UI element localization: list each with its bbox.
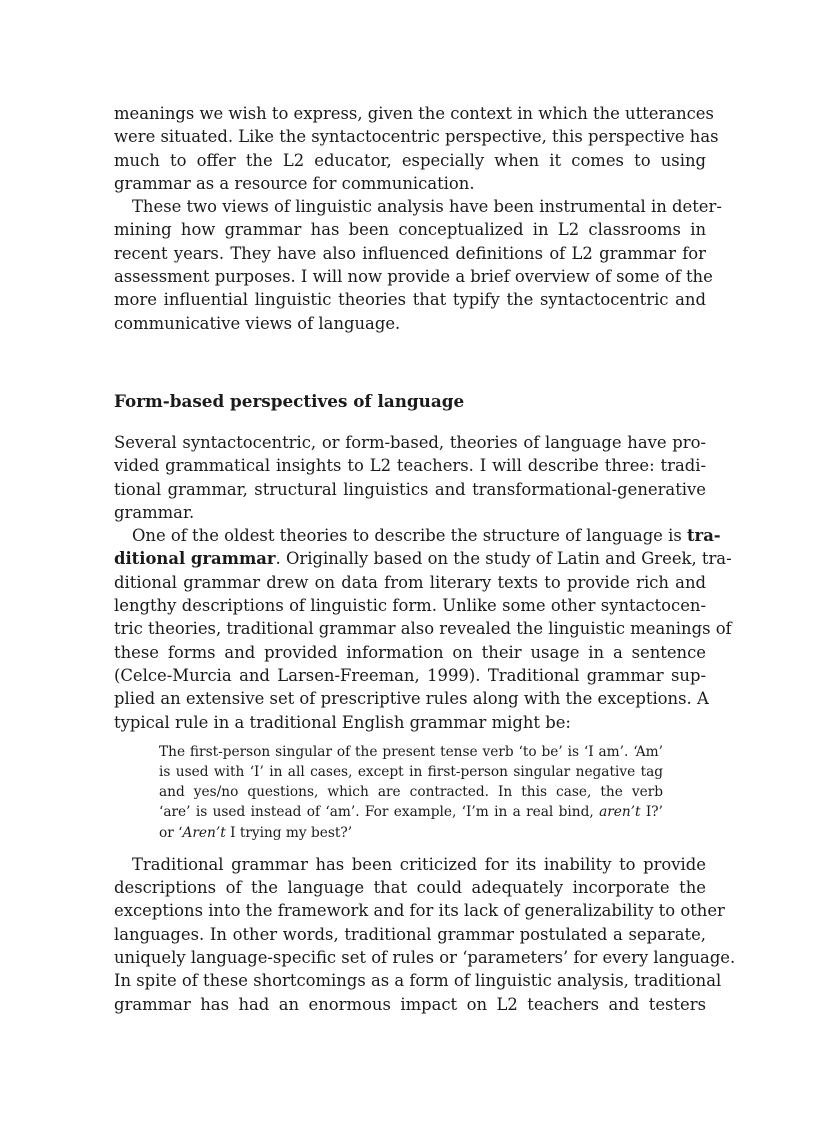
text-line: grammar has had an enormous impact on L2 teachers and testers	[114, 994, 706, 1014]
text-line	[114, 524, 721, 547]
text-line: communicative views of language.	[114, 313, 401, 333]
italic-term: Aren’t	[182, 824, 226, 841]
quote-line: The first-person singular of the present tense verb ‘to be’ is ‘I am’. ‘Am’	[159, 743, 663, 760]
text-line: much to offer the L2 educator, especially when it comes to using	[114, 150, 706, 170]
key-term: tra-	[686, 526, 721, 546]
quote-line: and yes/no questions, which are contracted. In this case, the verb	[159, 784, 663, 801]
text-line: grammar as a resource for communication.	[114, 173, 475, 193]
text-line: lengthy descriptions of linguistic form. Unlike some other syntactocen-	[114, 596, 706, 616]
quote-line	[159, 823, 663, 843]
text-run: or ‘	[159, 824, 183, 841]
text-run: One of the oldest theories to describe the structure of language is	[132, 526, 682, 546]
text-line: assessment purposes. I will now provide a brief overview of some of the	[114, 267, 713, 287]
text-line: grammar.	[114, 502, 195, 522]
text-line: more influential linguistic theories that typify the syntactocentric and	[114, 290, 706, 310]
text-line: In spite of these shortcomings as a form of linguistic analysis, traditional	[114, 971, 722, 991]
text-line: ditional grammar drew on data from literary texts to provide rich and	[114, 572, 706, 592]
paragraph-5	[114, 853, 736, 1016]
text-line: descriptions of the language that could adequately incorporate the	[114, 878, 706, 898]
text-line: meanings we wish to express, given the context in which the utterances	[114, 104, 714, 123]
text-line: exceptions into the framework and for its lack of generalizability to other	[114, 901, 725, 921]
text-line: mining how grammar has been conceptualized in L2 classrooms in	[114, 220, 706, 240]
paragraph-4	[114, 524, 732, 734]
paragraph-2	[114, 195, 722, 335]
text-line: vided grammatical insights to L2 teachers. I will describe three: tradi-	[114, 456, 706, 476]
paragraph-1	[114, 102, 719, 195]
text-line: recent years. They have also influenced definitions of L2 grammar for	[114, 243, 706, 263]
text-line: Traditional grammar has been criticized for its inability to provide	[132, 854, 706, 874]
text-line	[114, 547, 732, 570]
text-line: uniquely language-specific set of rules or ‘parameters’ for every language.	[114, 947, 736, 967]
text-run: . Originally based on the study of Latin and Greek, tra-	[275, 549, 732, 569]
text-line: tric theories, traditional grammar also revealed the linguistic meanings of	[114, 619, 732, 639]
paragraph-3	[114, 431, 706, 524]
text-line: these forms and provided information on their usage in a sentence	[114, 642, 706, 662]
italic-term: aren’t	[599, 804, 641, 821]
text-line: were situated. Like the syntactocentric perspective, this perspective has	[114, 127, 719, 147]
text-run: I trying my best?’	[230, 824, 353, 841]
text-line: tional grammar, structural linguistics and transformational-generative	[114, 479, 706, 499]
text-line: plied an extensive set of prescriptive rules along with the exceptions. A	[114, 689, 709, 709]
key-term: ditional grammar	[114, 549, 276, 569]
quote-line: is used with ‘I’ in all cases, except in first-person singular negative tag	[159, 764, 663, 781]
text-run: ‘are’ is used instead of ‘am’. For example, ‘I’m in a real bind,	[159, 804, 594, 821]
text-line: Several syntactocentric, or form-based, theories of language have pro-	[114, 432, 706, 452]
quote-line	[159, 802, 663, 822]
block-quote	[114, 742, 663, 843]
section-heading: Form-based perspectives of language	[114, 390, 465, 411]
text-line: typical rule in a traditional English grammar might be:	[114, 712, 571, 732]
text-line: languages. In other words, traditional grammar postulated a separate,	[114, 924, 706, 944]
page-body	[114, 102, 736, 1016]
text-line: (Celce-Murcia and Larsen-Freeman, 1999). Traditional grammar sup-	[114, 665, 706, 685]
text-line: These two views of linguistic analysis have been instrumental in deter-	[132, 197, 722, 217]
text-run: I?’	[645, 804, 663, 821]
